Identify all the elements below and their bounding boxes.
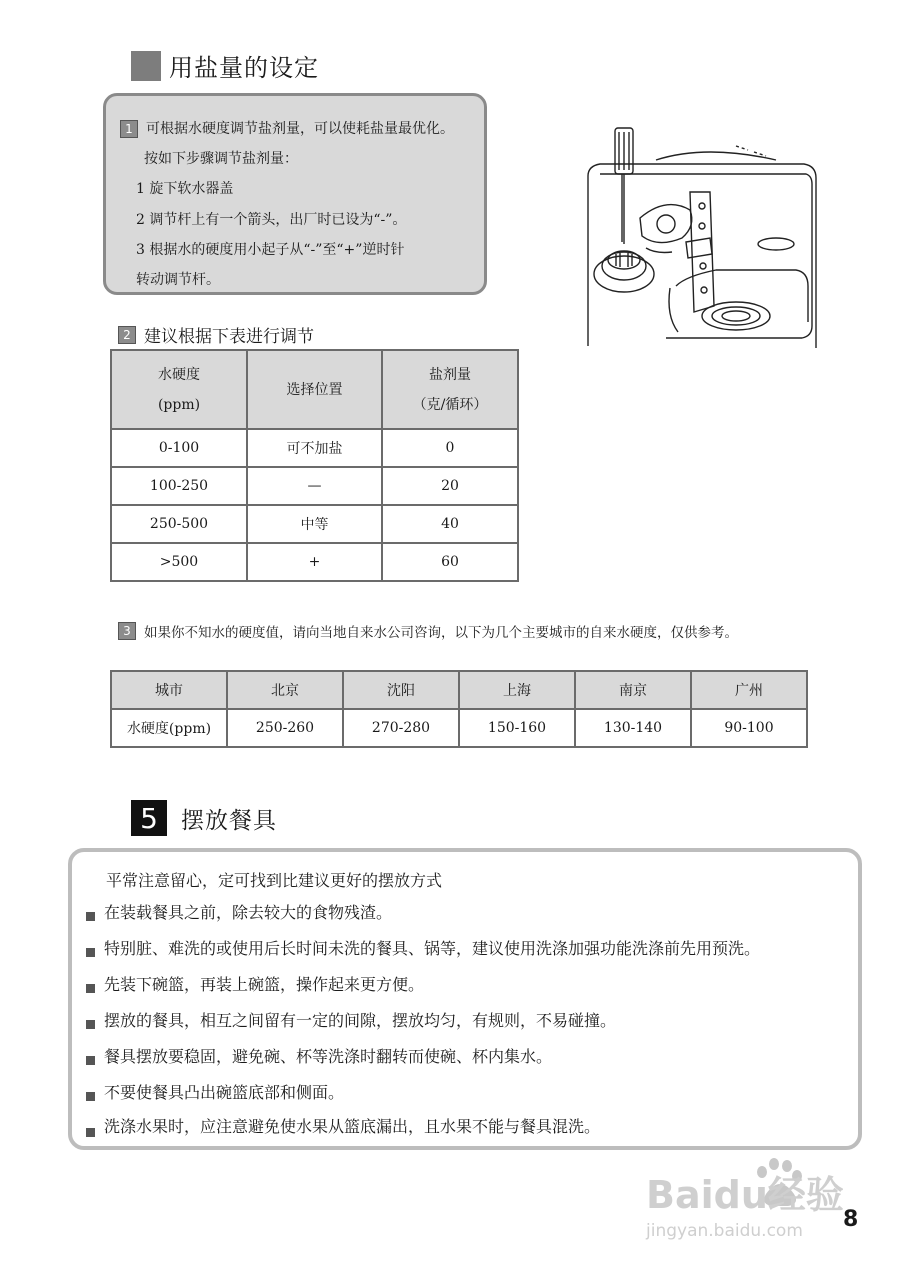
table-cell: >500	[111, 543, 247, 581]
step1-line-3: 1 旋下软水器盖	[136, 181, 234, 197]
step1-line-5: 3 根据水的硬度用小起子从“-”至“+”逆时针	[136, 242, 405, 258]
table-row	[111, 467, 518, 505]
step2-badge: 2	[118, 326, 136, 344]
header-cell: 选择位置	[247, 350, 382, 429]
section-marker	[131, 51, 161, 81]
list-item: 特别脏、难洗的或使用后长时间未洗的餐具、锅等，建议使用洗涤加强功能洗涤前先用预洗。	[104, 939, 761, 958]
header-cell: 盐剂量 （克/循环）	[382, 350, 518, 429]
step3-heading	[118, 621, 738, 641]
table-cell: 0	[382, 429, 518, 467]
bullet-square-icon	[86, 912, 95, 921]
table-cell: 0-100	[111, 429, 247, 467]
bullet-square-icon	[86, 1128, 95, 1137]
step1-line-4: 2 调节杆上有一个箭头，出厂时已设为“-”。	[136, 212, 407, 228]
table-cell: 水硬度(ppm)	[111, 709, 227, 747]
baidu-jingyan-watermark	[644, 1150, 854, 1250]
list-item: 摆放的餐具，相互之间留有一定的间隙，摆放均匀，有规则，不易碰撞。	[104, 1011, 617, 1030]
step2-heading	[118, 322, 314, 347]
table-row	[111, 543, 518, 581]
tips-intro: 平常注意留心，定可找到比建议更好的摆放方式	[106, 871, 443, 890]
bullet-square-icon	[86, 984, 95, 993]
step3-text: 如果你不知水的硬度值，请向当地自来水公司咨询，以下为几个主要城市的自来水硬度，仅供参考。	[144, 625, 738, 641]
bullet-square-icon	[86, 1092, 95, 1101]
watermark-brand: Baidu经验	[646, 1173, 844, 1217]
list-item: 餐具摆放要稳固，避免碗、杯等洗涤时翻转而使碗、杯内集水。	[104, 1047, 553, 1066]
table-row	[111, 709, 807, 747]
softener-adjustment-illustration	[586, 126, 818, 348]
table-cell: 60	[382, 543, 518, 581]
table-row	[111, 429, 518, 467]
table-cell: 250-500	[111, 505, 247, 543]
table-cell: 130-140	[575, 709, 691, 747]
table-cell: 100-250	[111, 467, 247, 505]
step1-badge: 1	[120, 120, 138, 138]
list-item: 不要使餐具凸出碗篮底部和侧面。	[104, 1083, 345, 1102]
salt-dosage-table	[110, 349, 519, 582]
bullet-square-icon	[86, 1056, 95, 1065]
table-cell: 20	[382, 467, 518, 505]
table-header-row	[111, 671, 807, 709]
header-cell: 上海	[459, 671, 575, 709]
page-number: 8	[843, 1207, 859, 1232]
header-cell: 水硬度 (ppm)	[111, 350, 247, 429]
step2-text: 建议根据下表进行调节	[144, 327, 314, 347]
step1-line-1: 1 可根据水硬度调节盐剂量，可以使耗盐量最优化。	[120, 118, 454, 138]
section-number: 5	[131, 800, 167, 836]
table-cell: 中等	[247, 505, 382, 543]
section-title: 用盐量的设定	[169, 54, 319, 82]
header-cell: 北京	[227, 671, 343, 709]
table-cell: —	[247, 467, 382, 505]
header-cell: 南京	[575, 671, 691, 709]
list-item: 洗涤水果时，应注意避免使水果从篮底漏出，且水果不能与餐具混洗。	[104, 1117, 601, 1136]
bullet-square-icon	[86, 1020, 95, 1029]
table-row	[111, 505, 518, 543]
table-cell: 150-160	[459, 709, 575, 747]
step1-line-2: 按如下步骤调节盐剂量：	[144, 151, 298, 167]
table-cell: 90-100	[691, 709, 807, 747]
table-cell: 可不加盐	[247, 429, 382, 467]
section-heading	[131, 48, 319, 83]
tableware-tips-box	[68, 848, 862, 1150]
table-cell: 40	[382, 505, 518, 543]
list-item: 先装下碗篮，再装上碗篮，操作起来更方便。	[104, 975, 425, 994]
table-cell: +	[247, 543, 382, 581]
header-cell: 沈阳	[343, 671, 459, 709]
watermark-url: jingyan.baidu.com	[646, 1221, 803, 1241]
step1-line-6: 转动调节杆。	[136, 272, 220, 288]
bullet-square-icon	[86, 948, 95, 957]
table-cell: 250-260	[227, 709, 343, 747]
section5-heading	[131, 800, 277, 836]
header-cell: 广州	[691, 671, 807, 709]
table-cell: 270-280	[343, 709, 459, 747]
list-item: 在装载餐具之前，除去较大的食物残渣。	[104, 903, 393, 922]
step3-badge: 3	[118, 622, 136, 640]
header-cell: 城市	[111, 671, 227, 709]
city-hardness-table	[110, 670, 808, 748]
step1-box	[103, 93, 487, 295]
section5-title: 摆放餐具	[181, 807, 277, 834]
table-header-row	[111, 350, 518, 429]
